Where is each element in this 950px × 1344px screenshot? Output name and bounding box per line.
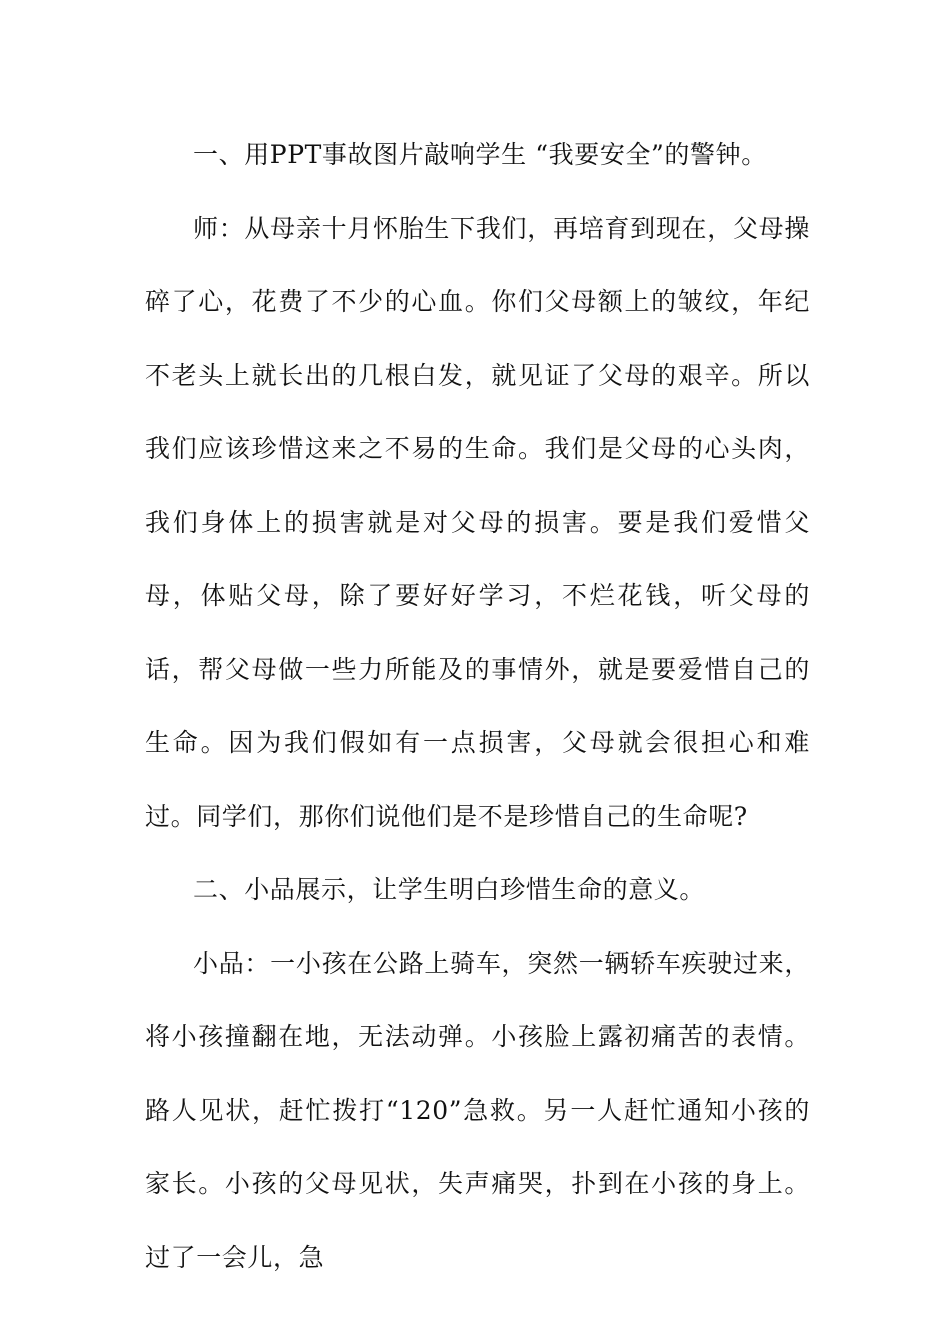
paragraph-teacher-speech: 师：从母亲十月怀胎生下我们，再培育到现在，父母操碎了心，花费了不少的心血。你们父母额上的皱纹，年纪不老头上就长出的几根白发，就见证了父母的艰辛。所以我们应该珍惜这来之不易的生命。我们是父母的心头肉，我们身体上的损害就是对父母的损害。要是我们爱惜父母，体贴父母，除了要好好学习，不烂花钱，听父母的话，帮父母做一些力所能及的事情外，就是要爱惜自己的生命。因为我们假如有一点损害，父母就会很担心和难过。同学们，那你们说他们是不是珍惜自己的生命呢? — [145, 213, 810, 831]
heading-section-one: 一、用PPT事故图片敲响学生 “我要安全”的警钟。 — [193, 140, 767, 169]
heading-section-two: 二、小品展示，让学生明白珍惜生命的意义。 — [193, 875, 706, 904]
paragraph-skit: 小品：一小孩在公路上骑车，突然一辆轿车疾驶过来，将小孩撞翻在地，无法动弹。小孩脸上露初痛苦的表情。路人见状，赶忙拨打“120”急救。另一人赶忙通知小孩的家长。小孩的父母见状，失声痛哭，扑到在小孩的身上。过了一会儿，急 — [145, 948, 810, 1272]
document-body — [145, 118, 810, 1294]
